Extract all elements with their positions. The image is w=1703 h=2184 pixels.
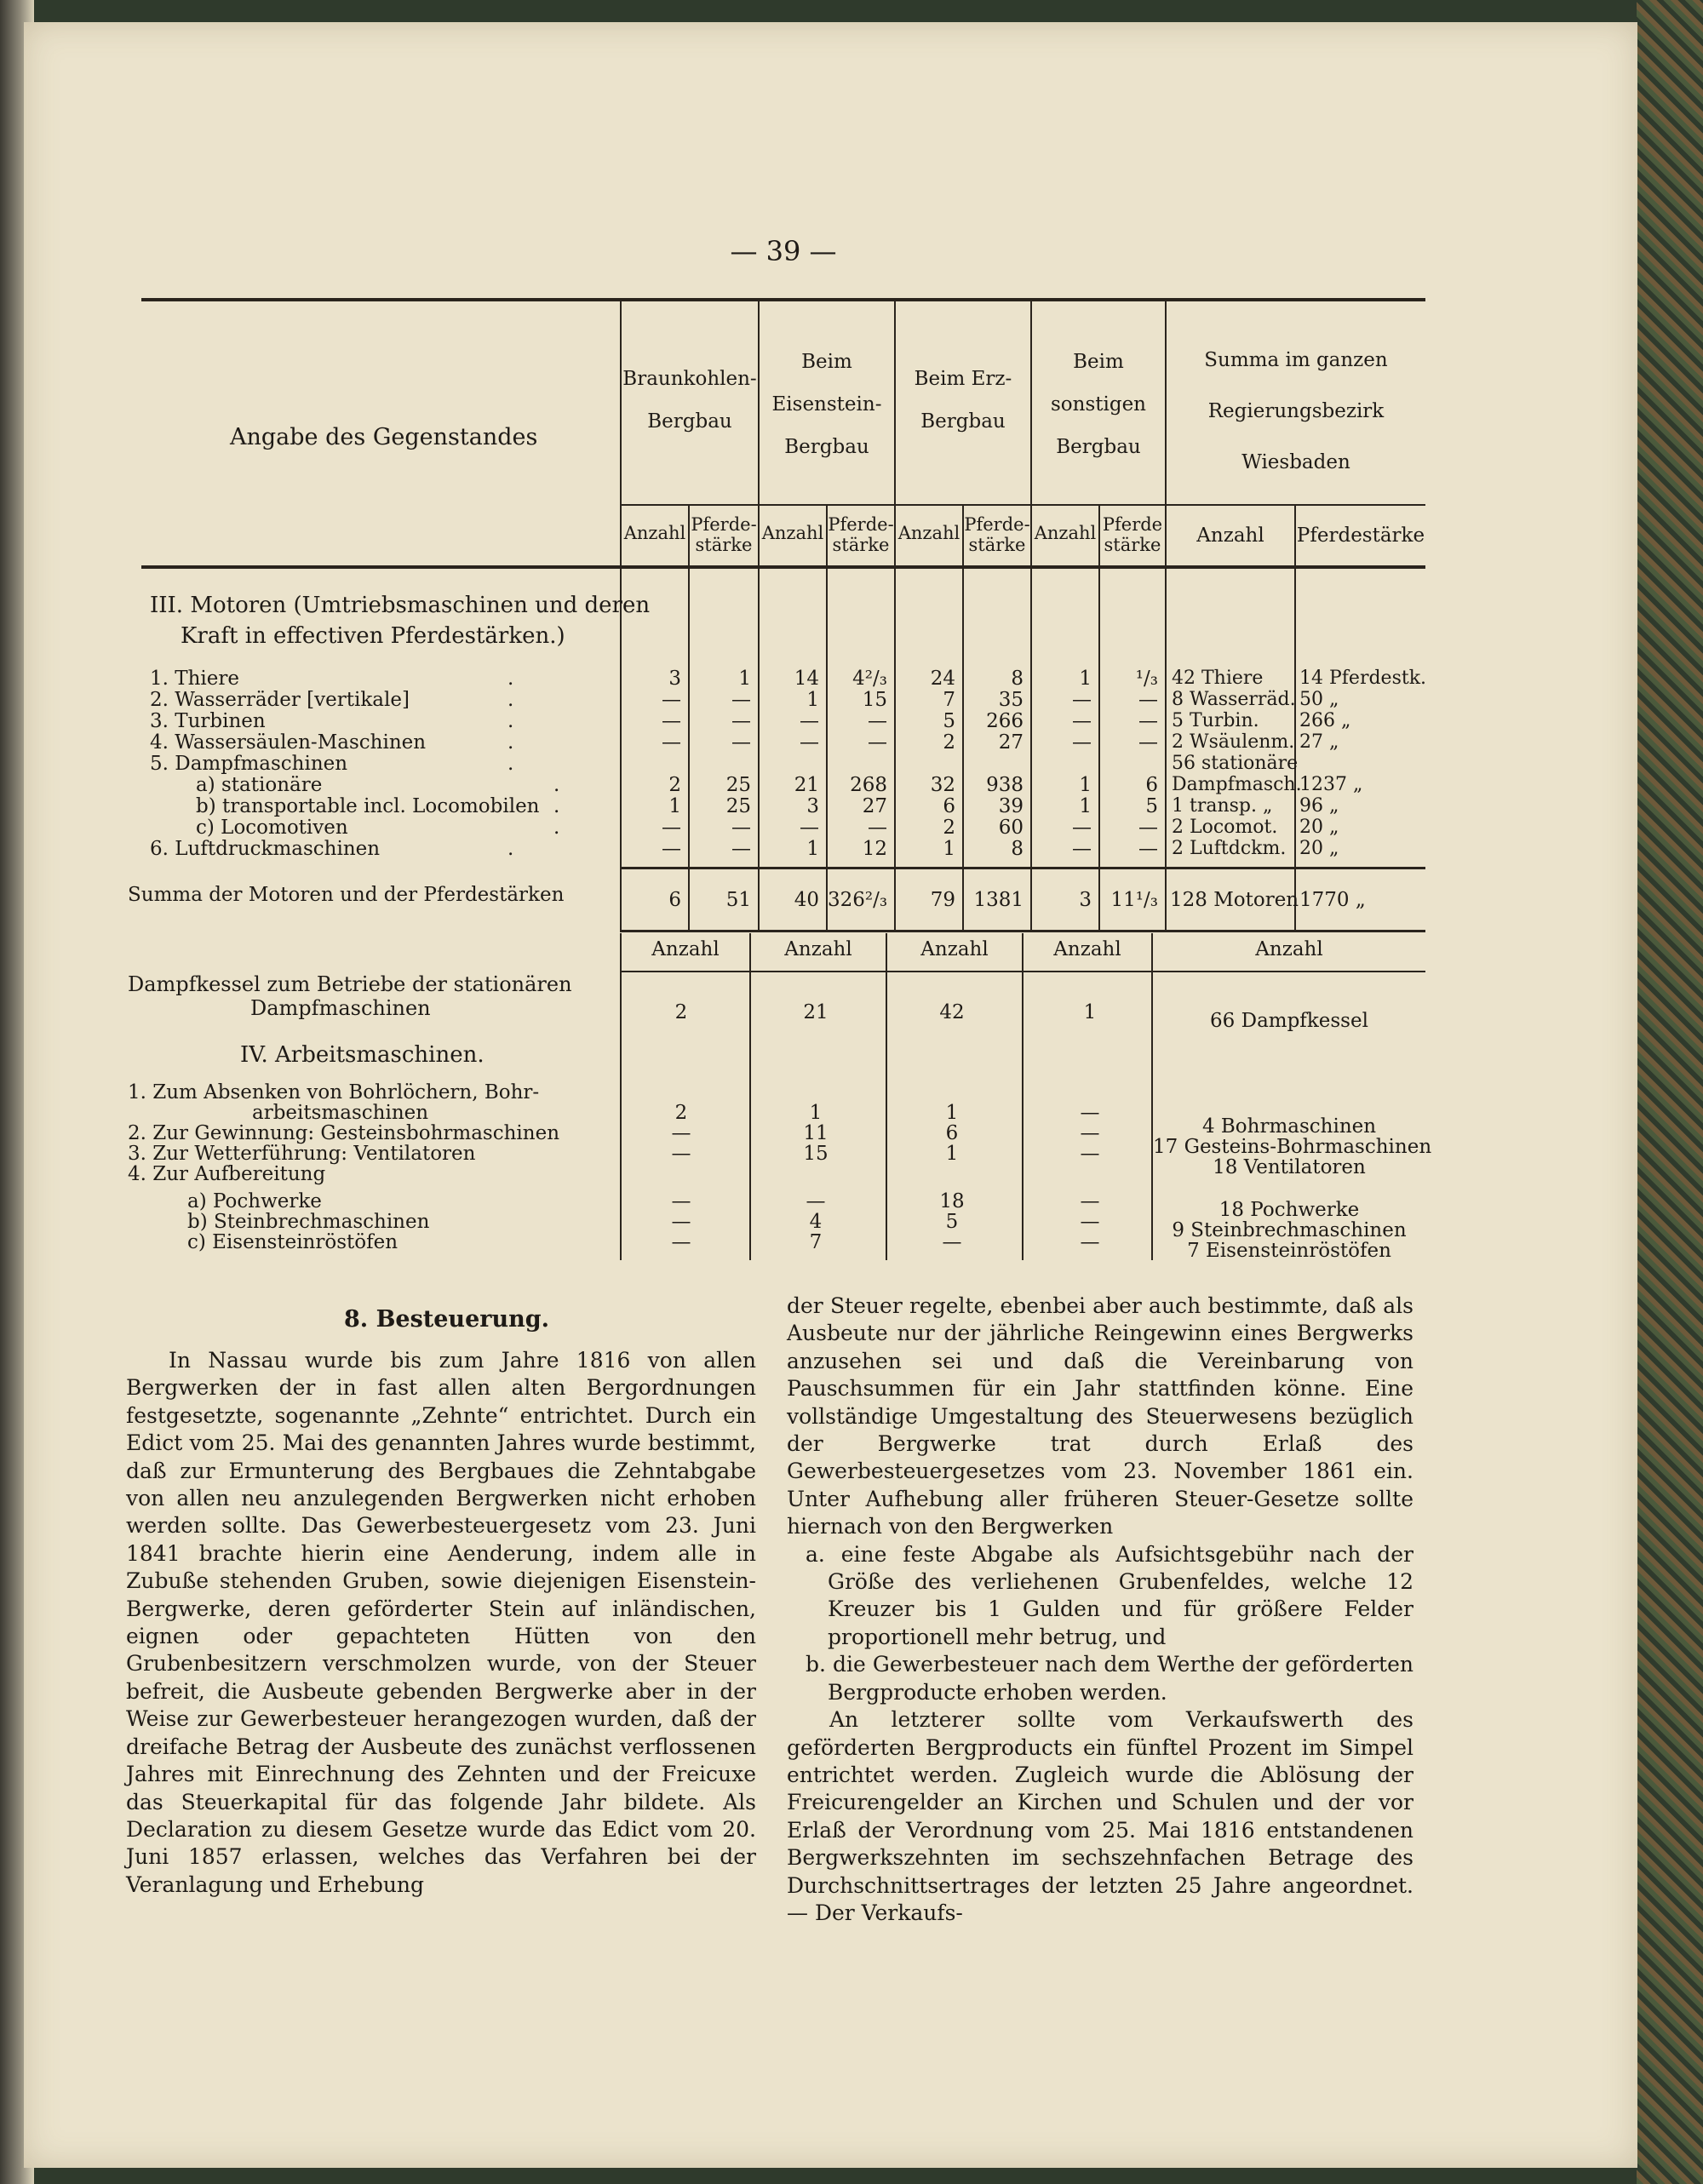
subheader-rule	[620, 504, 1425, 506]
table-cell: 5	[945, 1211, 959, 1233]
table-cell: 12	[862, 838, 887, 860]
table-row-label: a) stationäre	[196, 774, 323, 796]
table-cell: 15	[862, 689, 887, 711]
table-cell: —	[1080, 1231, 1100, 1253]
summa-pferdestaerke-cell: 1237 „	[1299, 774, 1363, 795]
total-cell: 51	[725, 889, 751, 911]
t2-header: Anzahl	[1053, 938, 1121, 960]
table-cell: —	[662, 710, 681, 732]
table-cell: 1	[806, 838, 819, 860]
table-cell: —	[942, 1231, 962, 1253]
subheader-anzahl: Anzahl	[897, 523, 960, 543]
table-row-label: b) Steinbrechmaschinen	[187, 1211, 430, 1233]
page-number: — 39 —	[730, 235, 837, 267]
summa-anzahl-cell: Dampfmasch.	[1172, 774, 1302, 795]
vline	[688, 506, 690, 930]
table-row-label: 3. Zur Wetterführung: Ventilatoren	[128, 1143, 476, 1165]
table-cell: —	[731, 817, 751, 839]
table-cell: —	[1080, 1122, 1100, 1144]
table-cell: —	[662, 731, 681, 754]
section-iv-title: IV. Arbeitsmaschinen.	[240, 1042, 485, 1068]
table-cell: 2	[674, 1102, 688, 1124]
kessel-sum: 66 Dampfkessel	[1210, 1010, 1368, 1032]
table-row-label: 3. Turbinen	[150, 710, 266, 732]
table-row-label: 4. Zur Aufbereitung	[128, 1163, 326, 1185]
table-row-label: c) Eisensteinröstöfen	[187, 1231, 399, 1253]
table-cell: —	[800, 710, 819, 732]
leader-dot: .	[507, 753, 514, 775]
table-cell: 8	[1011, 668, 1024, 690]
table-row-label: 4. Wassersäulen-Maschinen	[150, 731, 427, 754]
table-cell: 27	[862, 795, 887, 817]
table-cell: —	[1138, 689, 1158, 711]
table-row-label-cont: arbeitsmaschinen	[252, 1102, 429, 1124]
table-cell: 4²/₃	[852, 668, 887, 690]
table-cell: —	[731, 838, 751, 860]
summa-anzahl-cell: 42 Thiere	[1172, 668, 1264, 689]
vline	[1294, 506, 1296, 930]
summa-cell: 17 Gesteins-Bohrmaschinen	[1153, 1136, 1432, 1158]
col-header-summa: Summa im ganzen Regierungsbezirk Wiesbaden	[1204, 349, 1388, 473]
table-cell: 11	[803, 1122, 829, 1144]
table-cell: —	[868, 731, 887, 754]
summa-anzahl-cell: 56 stationäre	[1172, 753, 1299, 774]
table-cell: —	[1080, 1211, 1100, 1233]
table-cell: 5	[943, 710, 955, 732]
table-cell: 39	[998, 795, 1024, 817]
table-row-label: 2. Wasserräder [vertikale]	[150, 689, 410, 711]
total-summa-pferdestaerke: 1770 „	[1299, 889, 1366, 911]
summa-cell: 18 Ventilatoren	[1213, 1156, 1366, 1178]
table-cell: 1	[668, 795, 681, 817]
table-cell: 35	[998, 689, 1024, 711]
table-cell: —	[662, 817, 681, 839]
table-cell: 5	[1145, 795, 1158, 817]
kessel-label-2: Dampfmaschinen	[250, 996, 431, 1020]
summa-anzahl-cell: 5 Turbin.	[1172, 710, 1259, 731]
table-cell: 15	[803, 1143, 829, 1165]
table-cell: —	[800, 731, 819, 754]
table-cell: 24	[930, 668, 955, 690]
table-cell: 6	[943, 795, 955, 817]
table-cell: 1	[809, 1102, 823, 1124]
table-row-label: c) Locomotiven	[196, 817, 348, 839]
leader-dot: .	[507, 668, 514, 690]
kessel-label: Dampfkessel zum Betriebe der stationären	[128, 972, 572, 996]
list-item-a: a. eine feste Abgabe als Aufsichtsgebühr nach der Größe des verliehenen Grubenfeldes, welche 12 Kreuzer bis 1 Gulden und für größere Felder proportionell mehr betrug, und	[806, 1541, 1413, 1649]
table-cell: 1	[1079, 795, 1092, 817]
table-cell: —	[671, 1211, 691, 1233]
summa-pferdestaerke-cell: 50 „	[1299, 689, 1339, 710]
table-cell: —	[1138, 710, 1158, 732]
table-cell: 1	[945, 1102, 959, 1124]
kessel-cell: 1	[1083, 1001, 1097, 1023]
total-cell: 40	[794, 889, 819, 911]
table-cell: 1	[806, 689, 819, 711]
table-cell: —	[1080, 1190, 1100, 1212]
total-label: Summa der Motoren und der Pferdestärken	[128, 884, 565, 906]
table-cell: 1	[738, 668, 751, 690]
table-cell: 18	[939, 1190, 965, 1212]
table-cell: —	[1072, 731, 1092, 754]
table-cell: —	[1072, 689, 1092, 711]
section-iii-title: III. Motoren (Umtriebsmaschinen und deren	[150, 593, 651, 618]
table-cell: —	[731, 731, 751, 754]
table-cell: —	[1080, 1102, 1100, 1124]
table-cell: 8	[1011, 838, 1024, 860]
subheader-anzahl: Anzahl	[1196, 525, 1264, 547]
leader-dot: .	[507, 689, 514, 711]
total-cell: 1381	[973, 889, 1024, 911]
table-cell: 14	[794, 668, 819, 690]
table-cell: 938	[986, 774, 1024, 796]
summa-cell: 9 Steinbrechmaschinen	[1172, 1219, 1407, 1241]
table-header-rule	[141, 565, 1425, 569]
total-cell: 79	[930, 889, 955, 911]
total-cell: 3	[1079, 889, 1092, 911]
summa-anzahl-cell: 1 transp. „	[1172, 795, 1273, 817]
leader-dot: .	[507, 731, 514, 754]
t2-header: Anzahl	[920, 938, 989, 960]
table-cell: 1	[1079, 668, 1092, 690]
summa-anzahl-cell: 8 Wasserräd.	[1172, 689, 1296, 710]
table-cell: 268	[850, 774, 887, 796]
t2-header: Anzahl	[1255, 938, 1323, 960]
table-cell: —	[1072, 838, 1092, 860]
vline	[749, 933, 751, 1260]
leader-dot: .	[553, 774, 560, 796]
table-row-label: 5. Dampfmaschinen	[150, 753, 348, 775]
table-cell: —	[671, 1143, 691, 1165]
col-header-sonstigen: Beim sonstigen Bergbau	[1050, 351, 1146, 458]
table-cell: 32	[930, 774, 955, 796]
summa-anzahl-cell: 2 Luftdckm.	[1172, 838, 1287, 859]
table-cell: 3	[806, 795, 819, 817]
summa-pferdestaerke-cell: 20 „	[1299, 838, 1339, 859]
leader-dot: .	[553, 817, 560, 839]
table-cell: 4	[809, 1211, 823, 1233]
table-cell: 2	[943, 817, 955, 839]
total-rule-bottom	[620, 930, 1425, 932]
table-cell: —	[1080, 1143, 1100, 1165]
table-cell: —	[806, 1190, 826, 1212]
summa-pferdestaerke-cell: 14 Pferdestk.	[1299, 668, 1427, 689]
subject-header: Angabe des Gegenstandes	[230, 424, 538, 450]
table-cell: —	[1138, 817, 1158, 839]
summa-cell: 18 Pochwerke	[1218, 1199, 1360, 1221]
table-cell: —	[1072, 710, 1092, 732]
summa-anzahl-cell: 2 Locomot.	[1172, 817, 1278, 838]
total-summa-anzahl: 128 Motoren	[1170, 889, 1299, 911]
summa-pferdestaerke-cell: 27 „	[1299, 731, 1339, 753]
table-cell: —	[731, 710, 751, 732]
table-cell: —	[868, 710, 887, 732]
table2-header-rule	[620, 971, 1425, 972]
table-cell: 60	[998, 817, 1024, 839]
table-cell: 3	[668, 668, 681, 690]
summa-cell: 4 Bohrmaschinen	[1201, 1115, 1377, 1138]
table-cell: —	[1138, 838, 1158, 860]
table-row-label: a) Pochwerke	[187, 1190, 322, 1212]
table-cell: 7	[943, 689, 955, 711]
table-row-label: 1. Zum Absenken von Bohrlöchern, Bohr-	[128, 1081, 540, 1103]
summa-pferdestaerke-cell: 266 „	[1299, 710, 1351, 731]
leader-dot: .	[507, 838, 514, 860]
summa-anzahl-cell: 2 Wsäulenm.	[1172, 731, 1295, 753]
vline	[1022, 933, 1024, 1260]
kessel-cell: 21	[803, 1001, 829, 1023]
list-item-b: b. die Gewerbesteuer nach dem Werthe der geförderten Bergproducte erhoben werden.	[806, 1652, 1413, 1705]
table-cell: 266	[986, 710, 1024, 732]
summa-pferdestaerke-cell: 20 „	[1299, 817, 1339, 838]
table-cell: —	[662, 689, 681, 711]
subheader-pferdestaerke: Pferde stärke	[1102, 514, 1163, 555]
table-cell: —	[1138, 731, 1158, 754]
table-cell: —	[662, 838, 681, 860]
table-top-rule	[141, 298, 1425, 301]
subheader-pferdestaerke: Pferde- stärke	[828, 514, 894, 555]
book-edge	[1637, 0, 1703, 2184]
table-row-label: 6. Luftdruckmaschinen	[150, 838, 381, 860]
section-8-title: 8. Besteuerung.	[344, 1306, 550, 1333]
subheader-pferdestaerke: Pferdestärke	[1296, 525, 1425, 547]
table-cell: 2	[668, 774, 681, 796]
paragraph: An letzterer sollte vom Verkaufswerth des geförderten Bergproducts ein fünftel Prozent im Simpel entrichtet werden. Zugleich wurde die Ablösung der Freicurengelder an Kirchen und Schulen und der vor Erlaß der Verordnung vom 25. Mai 1816 entstandenen Bergwerkszehnten im sechszehnfachen Betrage des Durchschnittsertrages der letzten 25 Jahre angeordnet. — Der Verkaufs-	[787, 1707, 1413, 1925]
table-cell: ¹/₃	[1135, 668, 1158, 690]
table-cell: —	[800, 817, 819, 839]
summa-pferdestaerke-cell: 96 „	[1299, 795, 1339, 817]
col-header-eisenstein: Beim Eisenstein- Bergbau	[771, 351, 882, 458]
table-cell: 2	[943, 731, 955, 754]
table-row-label: 1. Thiere	[150, 668, 239, 690]
subheader-anzahl: Anzahl	[761, 523, 824, 543]
subheader-anzahl: Anzahl	[1034, 523, 1097, 543]
left-column	[126, 1347, 756, 1899]
vline	[886, 933, 887, 1260]
paragraph: der Steuer regelte, ebenbei aber auch bestimmte, daß als Ausbeute nur der jährliche Reingewinn eines Bergwerks anzusehen sei und daß die Vereinbarung von Pauschsummen für ein Jahr stattfinden könne. Eine vollständige Umgestaltung des Steuerwesens bezüglich der Bergwerke trat durch Erlaß des Gewerbesteuergesetzes vom 23. November 1861 ein. Unter Aufhebung aller früheren Steuer-Gesetze sollte hiernach von den Bergwerken	[787, 1293, 1413, 1539]
table-cell: 1	[945, 1143, 959, 1165]
section-iii-title-2: Kraft in effectiven Pferdestärken.)	[181, 623, 565, 649]
leader-dot: .	[507, 710, 514, 732]
table-cell: 1	[943, 838, 955, 860]
table-row-label: 2. Zur Gewinnung: Gesteinsbohrmaschinen	[128, 1122, 560, 1144]
table-cell: —	[868, 817, 887, 839]
leader-dot: .	[553, 795, 560, 817]
kessel-cell: 2	[674, 1001, 688, 1023]
t2-header: Anzahl	[784, 938, 852, 960]
table-cell: —	[671, 1231, 691, 1253]
paragraph: In Nassau wurde bis zum Jahre 1816 von allen Bergwerken der in fast allen alten Bergordnungen festgesetzte, sogenannte „Zehnte“ entrichtet. Durch ein Edict vom 25. Mai des genannten Jahres wurde bestimmt, daß zur Ermunterung des Bergbaues die Zehntabgabe von allen neu anzulegenden Bergwerken nicht erhoben werden sollte. Das Gewerbesteuergesetz vom 23. Juni 1841 brachte hierin eine Aenderung, indem alle in Zubuße stehenden Gruben, sowie diejenigen Eisenstein-Bergwerke, deren geförderter Stein auf inländischen, eignen oder gepachteten Hütten von den Grubenbesitzern verschmolzen wurde, von der Steuer befreit, die Ausbeute gebenden Bergwerke aber in der Weise zur Gewerbesteuer herangezogen wurden, daß der dreifache Betrag der Ausbeute des zunächst verflossenen Jahres mit Einrechnung des Zehnten und der Freicuxe das Steuerkapital für das folgende Jahr bildete. Als Declaration zu diesem Gesetze wurde das Edict vom 20. Juni 1857 erlassen, welches das Verfahren bei der Veranlagung und Erhebung	[126, 1348, 756, 1897]
subheader-pferdestaerke: Pferde- stärke	[964, 514, 1030, 555]
col-header-erz: Beim Erz- Bergbau	[914, 368, 1012, 433]
total-rule-top	[620, 867, 1425, 869]
right-column	[787, 1293, 1413, 1927]
table-row-label: b) transportable incl. Locomobilen	[196, 795, 540, 817]
table-cell: 7	[809, 1231, 823, 1253]
table-cell: 25	[725, 795, 751, 817]
table-cell: 27	[998, 731, 1024, 754]
subheader-anzahl: Anzahl	[623, 523, 686, 543]
table-cell: —	[1072, 817, 1092, 839]
total-cell: 326²/₃	[828, 889, 888, 911]
table-cell: —	[671, 1190, 691, 1212]
table-cell: 21	[794, 774, 819, 796]
table-cell: 6	[1145, 774, 1158, 796]
table-cell: —	[671, 1122, 691, 1144]
table-cell: 1	[1079, 774, 1092, 796]
total-cell: 6	[668, 889, 681, 911]
summa-cell: 7 Eisensteinröstöfen	[1187, 1240, 1391, 1262]
table-cell: 6	[945, 1122, 959, 1144]
kessel-cell: 42	[939, 1001, 965, 1023]
table-cell: —	[731, 689, 751, 711]
vline	[620, 933, 622, 1260]
t2-header: Anzahl	[651, 938, 720, 960]
subheader-pferdestaerke: Pferde- stärke	[691, 514, 757, 555]
table-cell: 25	[725, 774, 751, 796]
col-header-braunkohlen: Braunkohlen- Bergbau	[622, 368, 757, 433]
total-cell: 11¹/₃	[1110, 889, 1158, 911]
